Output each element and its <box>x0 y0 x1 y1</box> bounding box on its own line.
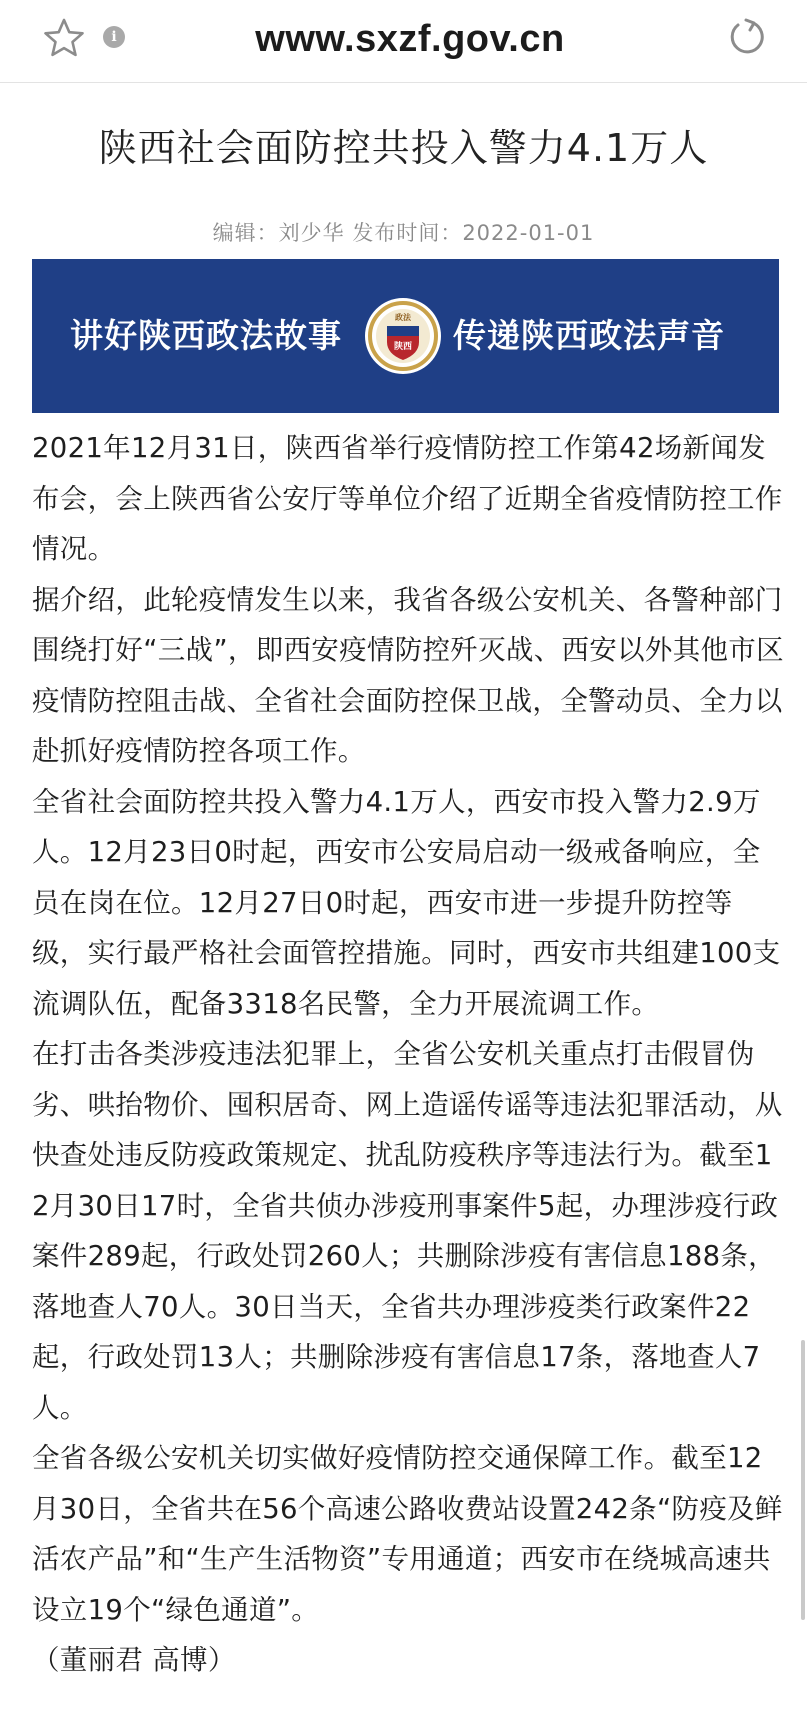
article-paragraph: 全省社会面防控共投入警力4.1万人，西安市投入警力2.9万人。12月23日0时起，西安市公安局启动一级戒备响应，全员在岗在位。12月27日0时起，西安市进一步提升防控等级，实行最严格社会面管控措施。同时，西安市共组建100支流调队伍，配备3318名民警，全力开展流调工作。 <box>32 785 781 1020</box>
article-meta: 编辑：刘少华 发布时间：2022-01-01 <box>212 221 595 245</box>
article-paragraph: 全省各级公安机关切实做好疫情防控交通保障工作。截至12月30日，全省共在56个高速公路收费站设置242条“防疫及鲜活农产品”和“生产生活物资”专用通道；西安市在绕城高速共设立19个“绿色通道”。 <box>32 1442 783 1626</box>
article-paragraph: 据介绍，此轮疫情发生以来，我省各级公安机关、各警种部门围绕打好“三战”，即西安疫情防控歼灭战、西安以外其他市区疫情防控阻击战、全省社会面防控保卫战，全警动员、全力以赴抓好疫情防控各项工作。 <box>32 583 784 767</box>
article-paragraph: 在打击各类涉疫违法犯罪上，全省公安机关重点打击假冒伪劣、哄抬物价、囤积居奇、网上造谣传谣等违法犯罪活动，从快查处违反防疫政策规定、扰乱防疫秩序等违法行为。截至12月30日17时，全省共侦办涉疫刑事案件5起，办理涉疫行政案件289起，行政处罚260人；共删除涉疫有害信息188条，落地查人70人。30日当天，全省共办理涉疫类行政案件22起，行政处罚13人；共删除涉疫有害信息17条，落地查人7人。 <box>32 1038 783 1424</box>
banner-left-text: 讲好陕西政法故事 <box>70 316 342 355</box>
scrollbar[interactable] <box>801 1340 805 1620</box>
article-title: 陕西社会面防控共投入警力4.1万人 <box>98 126 709 170</box>
article-body <box>32 423 784 1686</box>
reload-icon[interactable] <box>726 16 768 58</box>
article-signature: （董丽君 高博） <box>32 1644 236 1676</box>
emblem-top-text: 政法 <box>395 313 411 322</box>
emblem-bottom-text: 陕西 <box>393 342 413 352</box>
banner-image <box>32 259 779 413</box>
browser-toolbar <box>0 0 807 83</box>
emblem-icon <box>363 296 443 376</box>
article-paragraph: 2021年12月31日，陕西省举行疫情防控工作第42场新闻发布会，会上陕西省公安厅等单位介绍了近期全省疫情防控工作情况。 <box>32 432 783 565</box>
address-bar-url[interactable]: www.sxzf.gov.cn <box>255 18 565 60</box>
star-icon[interactable] <box>42 16 86 60</box>
info-icon[interactable]: i <box>103 26 125 48</box>
banner-right-text: 传递陕西政法声音 <box>453 316 725 355</box>
